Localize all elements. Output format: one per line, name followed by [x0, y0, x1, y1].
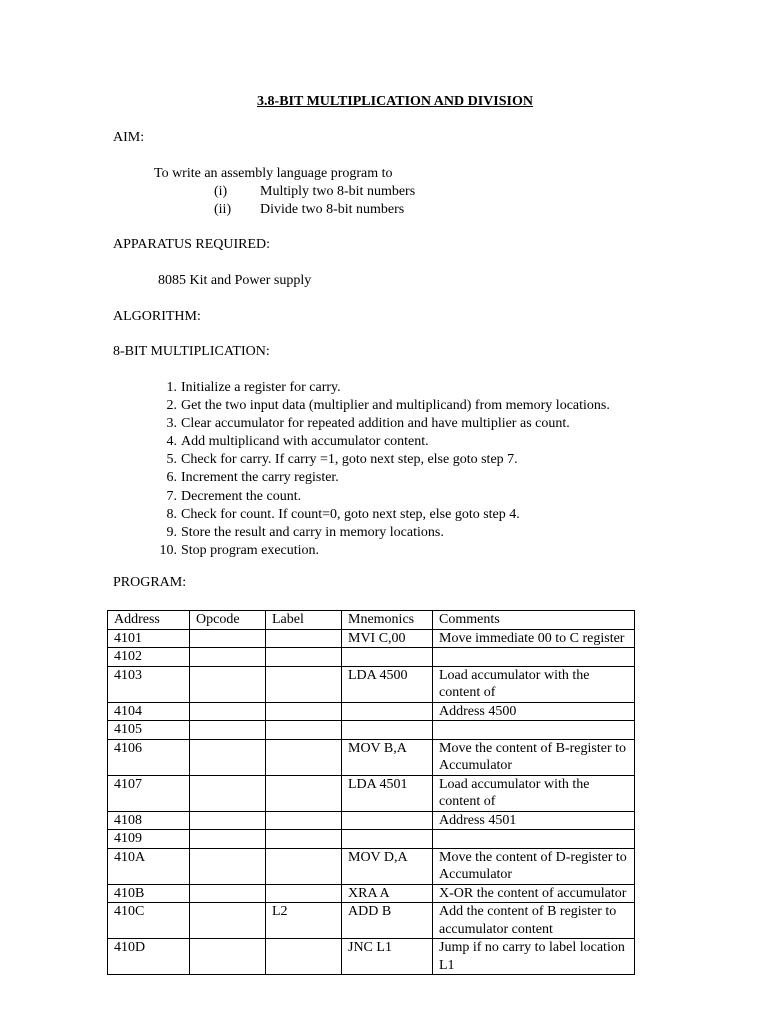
step-number: 1.: [166, 380, 177, 395]
algorithm-step: [113, 524, 673, 542]
label-cell: [266, 939, 342, 975]
mnemonic-cell: [342, 830, 433, 849]
label-cell: [266, 721, 342, 740]
column-header: Opcode: [190, 611, 266, 630]
step-number: 10.: [159, 542, 177, 558]
opcode-cell: [190, 848, 266, 884]
comment-line: Add the content of B register to: [439, 904, 617, 919]
mnemonic-cell: LDA 4501: [342, 775, 433, 811]
comment-cell: [433, 939, 635, 975]
comment-cell: [433, 830, 635, 849]
algorithm-step: [113, 451, 673, 469]
address-cell: 4104: [108, 702, 190, 721]
table-row: [108, 939, 635, 975]
label-cell: [266, 811, 342, 830]
table-row: [108, 811, 635, 830]
comment-cell: [433, 811, 635, 830]
mnemonic-cell: ADD B: [342, 903, 433, 939]
step-number: 8.: [166, 506, 177, 522]
apparatus-text: 8085 Kit and Power supply: [158, 273, 312, 288]
comment-cell: [433, 702, 635, 721]
comment-cell: [433, 848, 635, 884]
comment-line: Accumulator: [439, 867, 513, 882]
comment-cell: [433, 884, 635, 903]
step-number: 3.: [166, 416, 177, 432]
step-number: 9.: [166, 524, 177, 540]
algorithm-heading: ALGORITHM:: [113, 309, 201, 324]
step-text: Store the result and carry in memory locations.: [181, 524, 444, 540]
opcode-cell: [190, 721, 266, 740]
comment-cell: [433, 775, 635, 811]
aim-item-num: (ii): [214, 202, 232, 217]
table-row: [108, 848, 635, 884]
table-row: [108, 629, 635, 648]
comment-line: Move the content of B-register to: [439, 740, 627, 756]
address-cell: 4103: [108, 666, 190, 702]
step-text: Clear accumulator for repeated addition and have multiplier as count.: [181, 416, 570, 432]
step-number: 2.: [166, 398, 177, 414]
mnemonic-cell: [342, 702, 433, 721]
step-number: 4.: [166, 434, 177, 450]
label-cell: [266, 702, 342, 721]
label-cell: [266, 629, 342, 648]
address-cell: 4108: [108, 811, 190, 830]
label-cell: [266, 648, 342, 667]
address-cell: 4102: [108, 648, 190, 667]
step-number: 5.: [166, 452, 177, 468]
column-header: Comments: [433, 611, 635, 630]
address-cell: 4101: [108, 629, 190, 648]
mnemonic-cell: MOV D,A: [342, 848, 433, 884]
algorithm-step: [113, 433, 673, 451]
label-cell: [266, 830, 342, 849]
opcode-cell: [190, 939, 266, 975]
step-text: Decrement the count.: [181, 488, 302, 504]
comment-cell: [433, 666, 635, 702]
algorithm-step: [113, 397, 673, 415]
comment-line: Accumulator: [439, 758, 513, 773]
aim-item-text: Divide two 8-bit numbers: [260, 202, 405, 217]
comment-cell: [433, 629, 635, 648]
comment-line: Move the content of D-register to: [439, 849, 627, 865]
label-cell: [266, 775, 342, 811]
column-header: Label: [266, 611, 342, 630]
address-cell: 410A: [108, 848, 190, 884]
algorithm-step: [113, 488, 673, 506]
step-text: Increment the carry register.: [181, 470, 339, 486]
mnemonic-cell: [342, 721, 433, 740]
address-cell: 4106: [108, 739, 190, 775]
mnemonic-cell: MVI C,00: [342, 629, 433, 648]
opcode-cell: [190, 830, 266, 849]
algorithm-step: [113, 542, 673, 560]
address-cell: 410C: [108, 903, 190, 939]
comment-cell: [433, 721, 635, 740]
apparatus-heading: APPARATUS REQUIRED:: [113, 237, 271, 252]
step-text: Check for carry. If carry =1, goto next step, else goto step 7.: [181, 452, 518, 468]
algorithm-steps: [113, 379, 673, 560]
page-title: 3.8-BIT MULTIPLICATION AND DIVISION: [257, 94, 533, 109]
comment-cell: [433, 648, 635, 667]
table-row: [108, 903, 635, 939]
step-text: Check for count. If count=0, goto next step, else goto step 4.: [181, 506, 520, 522]
opcode-cell: [190, 775, 266, 811]
table-row: [108, 884, 635, 903]
comment-line: accumulator content: [439, 921, 553, 937]
algorithm-step: [113, 415, 673, 433]
mnemonic-cell: JNC L1: [342, 939, 433, 975]
mnemonic-cell: XRA A: [342, 884, 433, 903]
aim-item-num: (i): [214, 184, 228, 199]
address-cell: 410B: [108, 884, 190, 903]
step-text: Get the two input data (multiplier and multiplicand) from memory locations.: [181, 398, 610, 414]
comment-line: Move immediate 00 to C register: [439, 630, 625, 646]
table-row: [108, 830, 635, 849]
mnemonic-cell: [342, 811, 433, 830]
column-header: Address: [108, 611, 190, 630]
table-row: [108, 666, 635, 702]
table-row: [108, 775, 635, 811]
opcode-cell: [190, 903, 266, 939]
table-header-row: [108, 611, 635, 630]
comment-line: Load accumulator with the content of: [439, 776, 590, 809]
opcode-cell: [190, 666, 266, 702]
label-cell: [266, 666, 342, 702]
table-row: [108, 702, 635, 721]
table-row: [108, 721, 635, 740]
opcode-cell: [190, 811, 266, 830]
aim-item-text: Multiply two 8-bit numbers: [260, 184, 416, 199]
program-table: [107, 610, 635, 975]
address-cell: 4107: [108, 775, 190, 811]
opcode-cell: [190, 629, 266, 648]
comment-line: X-OR the content of accumulator: [439, 885, 627, 901]
address-cell: 4109: [108, 830, 190, 849]
step-text: Add multiplicand with accumulator content.: [181, 434, 429, 450]
comment-line: Address 4500: [439, 703, 517, 719]
column-header: Mnemonics: [342, 611, 433, 630]
comment-cell: [433, 739, 635, 775]
step-number: 6.: [166, 470, 177, 486]
step-text: Stop program execution.: [181, 542, 320, 558]
comment-line: Load accumulator with the content of: [439, 667, 590, 700]
label-cell: [266, 884, 342, 903]
mnemonic-cell: MOV B,A: [342, 739, 433, 775]
opcode-cell: [190, 739, 266, 775]
step-text: Initialize a register for carry.: [181, 380, 341, 395]
comment-cell: [433, 903, 635, 939]
aim-heading: AIM:: [113, 130, 145, 145]
label-cell: [266, 848, 342, 884]
multiplication-subheading: 8-BIT MULTIPLICATION:: [113, 344, 270, 359]
aim-intro: To write an assembly language program to: [154, 166, 393, 181]
comment-line: Address 4501: [439, 812, 517, 828]
step-number: 7.: [166, 488, 177, 504]
label-cell: [266, 739, 342, 775]
mnemonic-cell: LDA 4500: [342, 666, 433, 702]
opcode-cell: [190, 648, 266, 667]
opcode-cell: [190, 884, 266, 903]
opcode-cell: [190, 702, 266, 721]
program-heading: PROGRAM:: [113, 575, 187, 590]
address-cell: 4105: [108, 721, 190, 740]
algorithm-step: [113, 379, 673, 397]
comment-line: Jump if no carry to label location L1: [439, 940, 625, 973]
algorithm-step: [113, 469, 673, 487]
table-row: [108, 648, 635, 667]
mnemonic-cell: [342, 648, 433, 667]
algorithm-step: [113, 506, 673, 524]
table-row: [108, 739, 635, 775]
label-cell: L2: [266, 903, 342, 939]
address-cell: 410D: [108, 939, 190, 975]
